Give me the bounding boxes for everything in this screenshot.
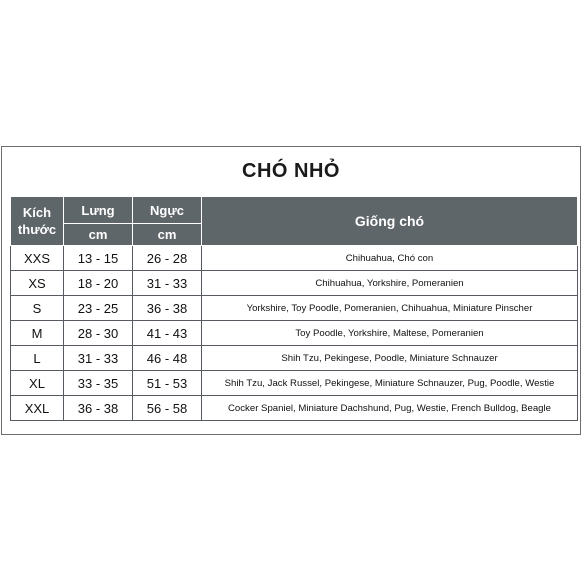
- cell-size: M: [11, 321, 64, 346]
- cell-chest: 46 - 48: [133, 346, 202, 371]
- cell-chest: 36 - 38: [133, 296, 202, 321]
- table-row: [11, 271, 578, 296]
- cell-chest: 51 - 53: [133, 371, 202, 396]
- cell-back: 31 - 33: [64, 346, 133, 371]
- header-size-line2: thước: [17, 222, 57, 237]
- header-chest-unit: cm: [133, 224, 202, 246]
- header-size-line1: Kích: [22, 205, 52, 220]
- cell-size: XXL: [11, 396, 64, 421]
- header-chest: Ngực: [133, 197, 202, 224]
- cell-back: 36 - 38: [64, 396, 133, 421]
- cell-size: S: [11, 296, 64, 321]
- cell-size: XL: [11, 371, 64, 396]
- header-size: [11, 197, 64, 246]
- size-chart-card: [1, 146, 581, 435]
- cell-breeds: Shih Tzu, Jack Russel, Pekingese, Miniature Schnauzer, Pug, Poodle, Westie: [202, 371, 578, 396]
- cell-chest: 26 - 28: [133, 246, 202, 271]
- size-table: [10, 196, 578, 421]
- table-row: [11, 371, 578, 396]
- cell-breeds: Toy Poodle, Yorkshire, Maltese, Pomeranien: [202, 321, 578, 346]
- cell-size: XS: [11, 271, 64, 296]
- cell-size: L: [11, 346, 64, 371]
- cell-breeds: Yorkshire, Toy Poodle, Pomeranien, Chihuahua, Miniature Pinscher: [202, 296, 578, 321]
- cell-back: 18 - 20: [64, 271, 133, 296]
- header-back-unit: cm: [64, 224, 133, 246]
- cell-size: XXS: [11, 246, 64, 271]
- cell-back: 13 - 15: [64, 246, 133, 271]
- cell-back: 33 - 35: [64, 371, 133, 396]
- cell-breeds: Shih Tzu, Pekingese, Poodle, Miniature Schnauzer: [202, 346, 578, 371]
- header-breed: Giống chó: [202, 197, 578, 246]
- cell-back: 23 - 25: [64, 296, 133, 321]
- table-row: [11, 396, 578, 421]
- cell-chest: 41 - 43: [133, 321, 202, 346]
- cell-breeds: Cocker Spaniel, Miniature Dachshund, Pug, Westie, French Bulldog, Beagle: [202, 396, 578, 421]
- header-back: Lưng: [64, 197, 133, 224]
- cell-chest: 56 - 58: [133, 396, 202, 421]
- table-row: [11, 296, 578, 321]
- table-row: [11, 346, 578, 371]
- cell-breeds: Chihuahua, Yorkshire, Pomeranien: [202, 271, 578, 296]
- cell-back: 28 - 30: [64, 321, 133, 346]
- table-row: [11, 321, 578, 346]
- cell-chest: 31 - 33: [133, 271, 202, 296]
- page-title: CHÓ NHỎ: [242, 160, 340, 182]
- cell-breeds: Chihuahua, Chó con: [202, 246, 578, 271]
- table-row: [11, 246, 578, 271]
